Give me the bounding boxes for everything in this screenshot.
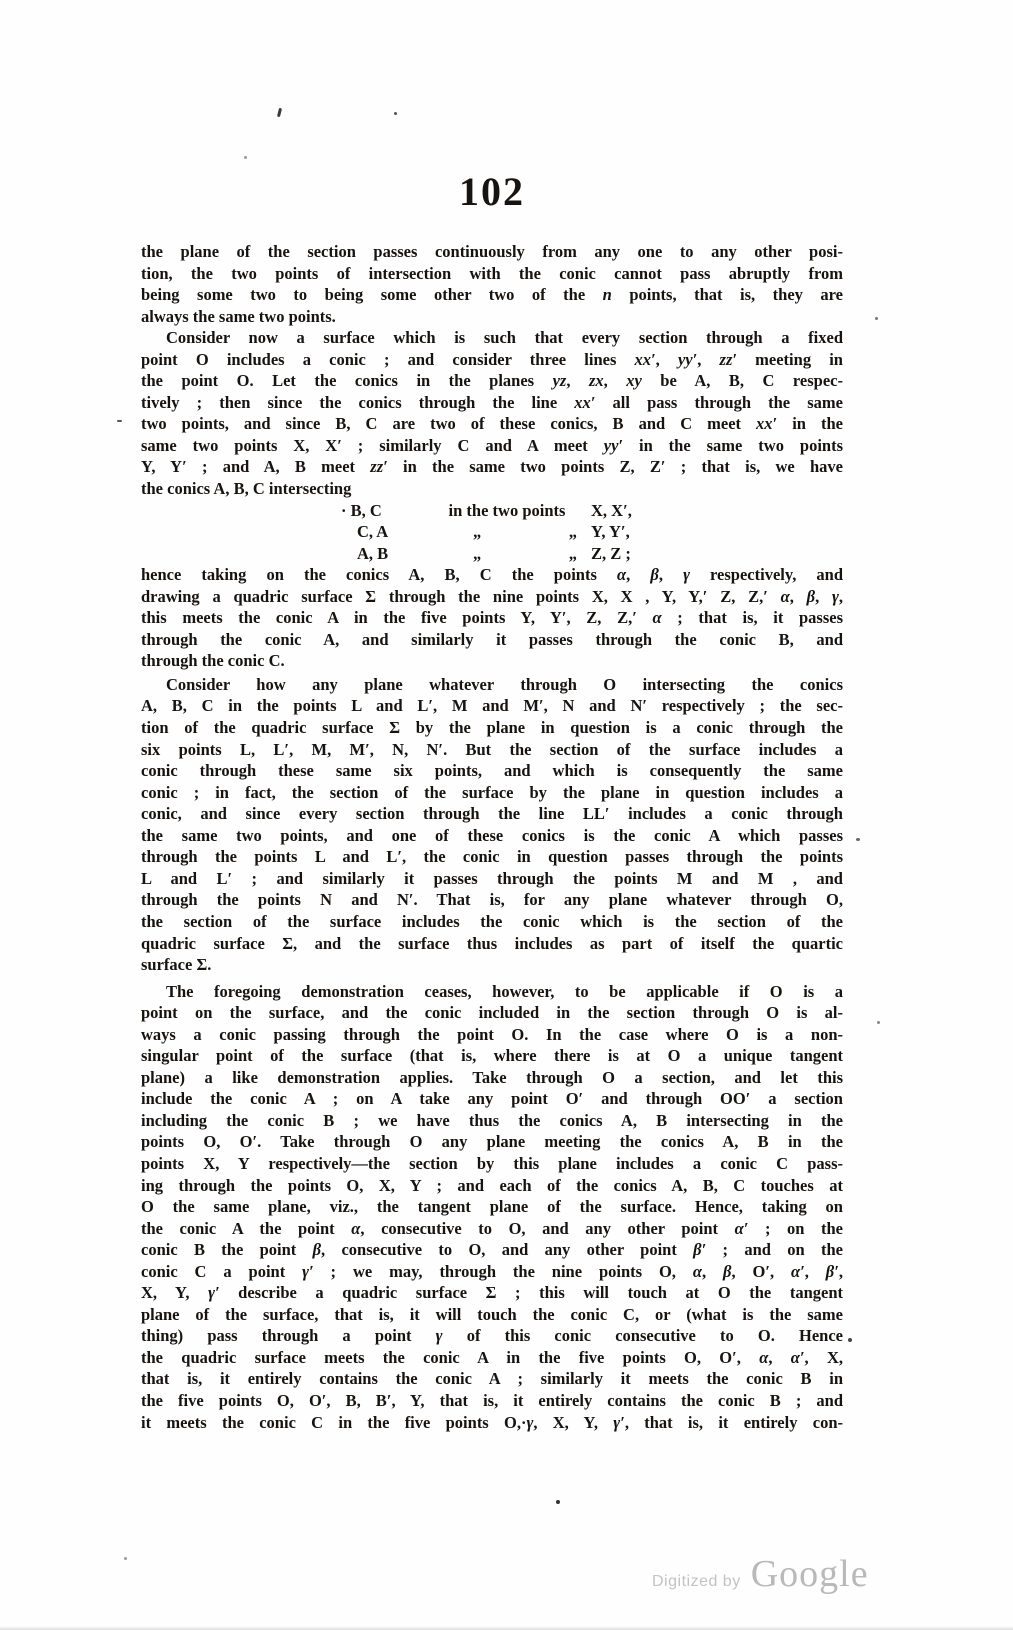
- ditto-mid-cell: [407, 521, 591, 543]
- scan-speck: [856, 838, 860, 841]
- text-line: through the conic C.: [141, 651, 285, 671]
- text-line: points O, O′. Take through O any plane meeting the conics A, B in the: [141, 1132, 843, 1152]
- text-line: the section of the surface includes the conic which is the section of the: [141, 911, 843, 931]
- text-line: same two points X, X′ ; similarly C and A meet yy′ in the same two points: [141, 435, 843, 455]
- text-line: X, Y, γ′ describe a quadric surface Σ ; this will touch at O the tangent: [141, 1283, 843, 1303]
- text-line: that is, it entirely contains the conic A ; similarly it meets the conic B in: [141, 1369, 843, 1389]
- scan-speck: [556, 1500, 560, 1504]
- paragraph: [141, 564, 843, 672]
- text-line: Y, Y′ ; and A, B meet zz′ in the same two points Z, Z′ ; that is, we have: [141, 457, 843, 477]
- text-line: conic through these same six points, and which is consequently the same: [141, 761, 843, 781]
- text-line: point on the surface, and the conic included in the section through O is al-: [141, 1003, 843, 1023]
- text-line: it meets the conic C in the five points O,·γ, X, Y, γ′, that is, it entirely con-: [141, 1412, 843, 1432]
- paragraph: [141, 674, 843, 976]
- text-line: through the points N and N′. That is, for any plane whatever through O,: [141, 890, 843, 910]
- text-line: conic, and since every section through the line LL′ includes a conic through: [141, 804, 843, 824]
- text-line: the quadric surface meets the conic A in the five points O, O′, α, α′, X,: [141, 1347, 844, 1367]
- text-line: L and L′ ; and similarly it passes through the points M and M , and: [141, 868, 843, 888]
- ditto-right-cell: Z, Z ;: [591, 543, 631, 563]
- text-line: plane) a like demonstration applies. Take through O a section, and let this: [141, 1067, 843, 1087]
- paragraph: [141, 241, 843, 327]
- text-line: conic B the point β, consecutive to O, and any other point β′ ; and on the: [141, 1240, 843, 1260]
- scan-speck: [877, 1021, 880, 1024]
- scan-speck: [875, 317, 878, 320]
- text-line: singular point of the surface (that is, where there is at O a unique tangent: [141, 1046, 843, 1066]
- text-line: points X, Y respectively—the section by this plane includes a conic C pass-: [141, 1153, 843, 1173]
- text-line: drawing a quadric surface Σ through the nine points X, X , Y, Y,′ Z, Z,′ α, β, γ,: [141, 586, 843, 606]
- text-line: two points, and since B, C are two of these conics, B and C meet xx′ in the: [141, 414, 843, 434]
- google-books-watermark: [652, 1552, 869, 1596]
- text-line: conic ; in fact, the section of the surface by the plane in question includes a: [141, 782, 843, 802]
- text-line: plane of the surface, that is, it will touch the conic C, or (what is the same: [141, 1304, 843, 1324]
- text-line: through the points L and L′, the conic in question passes through the points: [141, 847, 843, 867]
- ditto-left-cell: · B, C: [341, 500, 382, 520]
- text-line: through the conic A, and similarly it passes through the conic B, and: [141, 629, 843, 649]
- page-number: 102: [459, 169, 525, 214]
- scan-speck: [124, 1557, 127, 1560]
- ditto-mark: „: [568, 522, 577, 542]
- text-line: point O includes a conic ; and consider three lines xx′, yy′, zz′ meeting in: [141, 349, 843, 369]
- ditto-right-cell: Y, Y′,: [591, 522, 630, 542]
- text-line: six points L, L′, M, M′, N, N′. But the section of the surface includes a: [141, 739, 843, 759]
- text-line: including the conic B ; we have thus the conics A, B intersecting in the: [141, 1110, 843, 1130]
- text-line: this meets the conic A in the five points Y, Y′, Z, Z,′ α ; that is, it passes: [141, 608, 843, 628]
- scan-speck: [848, 1338, 852, 1342]
- scan-speck: [117, 420, 122, 422]
- text-line: thing) pass through a point γ of this conic consecutive to O. Hence: [141, 1326, 843, 1346]
- google-logo: Google: [750, 1553, 869, 1595]
- text-line: always the same two points.: [141, 306, 336, 326]
- text-line: O the same plane, viz., the tangent plane of the surface. Hence, taking on: [141, 1197, 843, 1217]
- paragraph: [141, 981, 843, 1433]
- text-line: tively ; then since the conics through the line xx′ all pass through the same: [141, 392, 843, 412]
- ditto-row: [341, 500, 643, 522]
- text-line: the conic A the point α, consecutive to O, and any other point α′ ; on the: [141, 1218, 843, 1238]
- text-line: tion, the two points of intersection with the conic cannot pass abruptly from: [141, 263, 843, 283]
- ditto-mark: „: [473, 543, 482, 563]
- text-line: the plane of the section passes continuously from any one to any other posi-: [141, 242, 843, 261]
- text-line: surface Σ.: [141, 955, 212, 975]
- text-line: conic C a point γ′ ; we may, through the nine points O, α, β, O′, α′, β′,: [141, 1261, 844, 1281]
- text-line: include the conic A ; on A take any point O′ and through OO′ a section: [141, 1089, 843, 1109]
- text-line: being some two to being some other two of the n points, that is, they are: [141, 285, 843, 305]
- text-line: the conics A, B, C intersecting: [141, 479, 352, 499]
- ditto-row: [341, 521, 643, 543]
- ditto-row: [341, 543, 643, 565]
- text-line: ways a conic passing through the point O. In the case where O is a non-: [141, 1024, 843, 1044]
- ditto-right-cell: X, X′,: [591, 500, 632, 520]
- text-line: the same two points, and one of these conics is the conic A which passes: [141, 825, 843, 845]
- text-line: Consider now a surface which is such that every section through a fixed: [166, 328, 843, 348]
- ditto-left-cell: C, A: [357, 522, 389, 542]
- text-line: A, B, C in the points L and L′, M and M′, N and N′ respectively ; the sec-: [141, 696, 843, 716]
- text-line: hence taking on the conics A, B, C the points α, β, γ respectively, and: [141, 565, 844, 585]
- text-line: Consider how any plane whatever through O intersecting the conics: [166, 674, 843, 694]
- ditto-mid-cell: in the two points: [448, 500, 566, 520]
- text-line: the point O. Let the conics in the planes yz, zx, xy be A, B, C respec-: [141, 371, 843, 391]
- intersection-ditto-table: [341, 500, 643, 565]
- scan-speck: [244, 156, 247, 159]
- scan-speck: [394, 112, 397, 115]
- ditto-mark: „: [568, 543, 577, 563]
- scan-speck: [277, 108, 282, 117]
- ditto-left-cell: A, B: [357, 543, 389, 563]
- text-line: ing through the points O, X, Y ; and each of the conics A, B, C touches at: [141, 1175, 843, 1195]
- text-body: [141, 241, 843, 1433]
- ditto-mid-cell: [407, 543, 591, 565]
- digitized-by-label: Digitized by: [652, 1573, 741, 1590]
- paragraph: [141, 327, 843, 499]
- text-line: tion of the quadric surface Σ by the plane in question is a conic through the: [141, 718, 843, 738]
- text-line: The foregoing demonstration ceases, however, to be applicable if O is a: [166, 981, 843, 1001]
- page-bottom-edge-shadow: [0, 1626, 1013, 1630]
- text-line: quadric surface Σ, and the surface thus includes as part of itself the quartic: [141, 933, 843, 953]
- ditto-mark: „: [473, 522, 482, 542]
- text-line: the five points O, O′, B, B′, Y, that is, it entirely contains the conic B ; and: [141, 1390, 843, 1410]
